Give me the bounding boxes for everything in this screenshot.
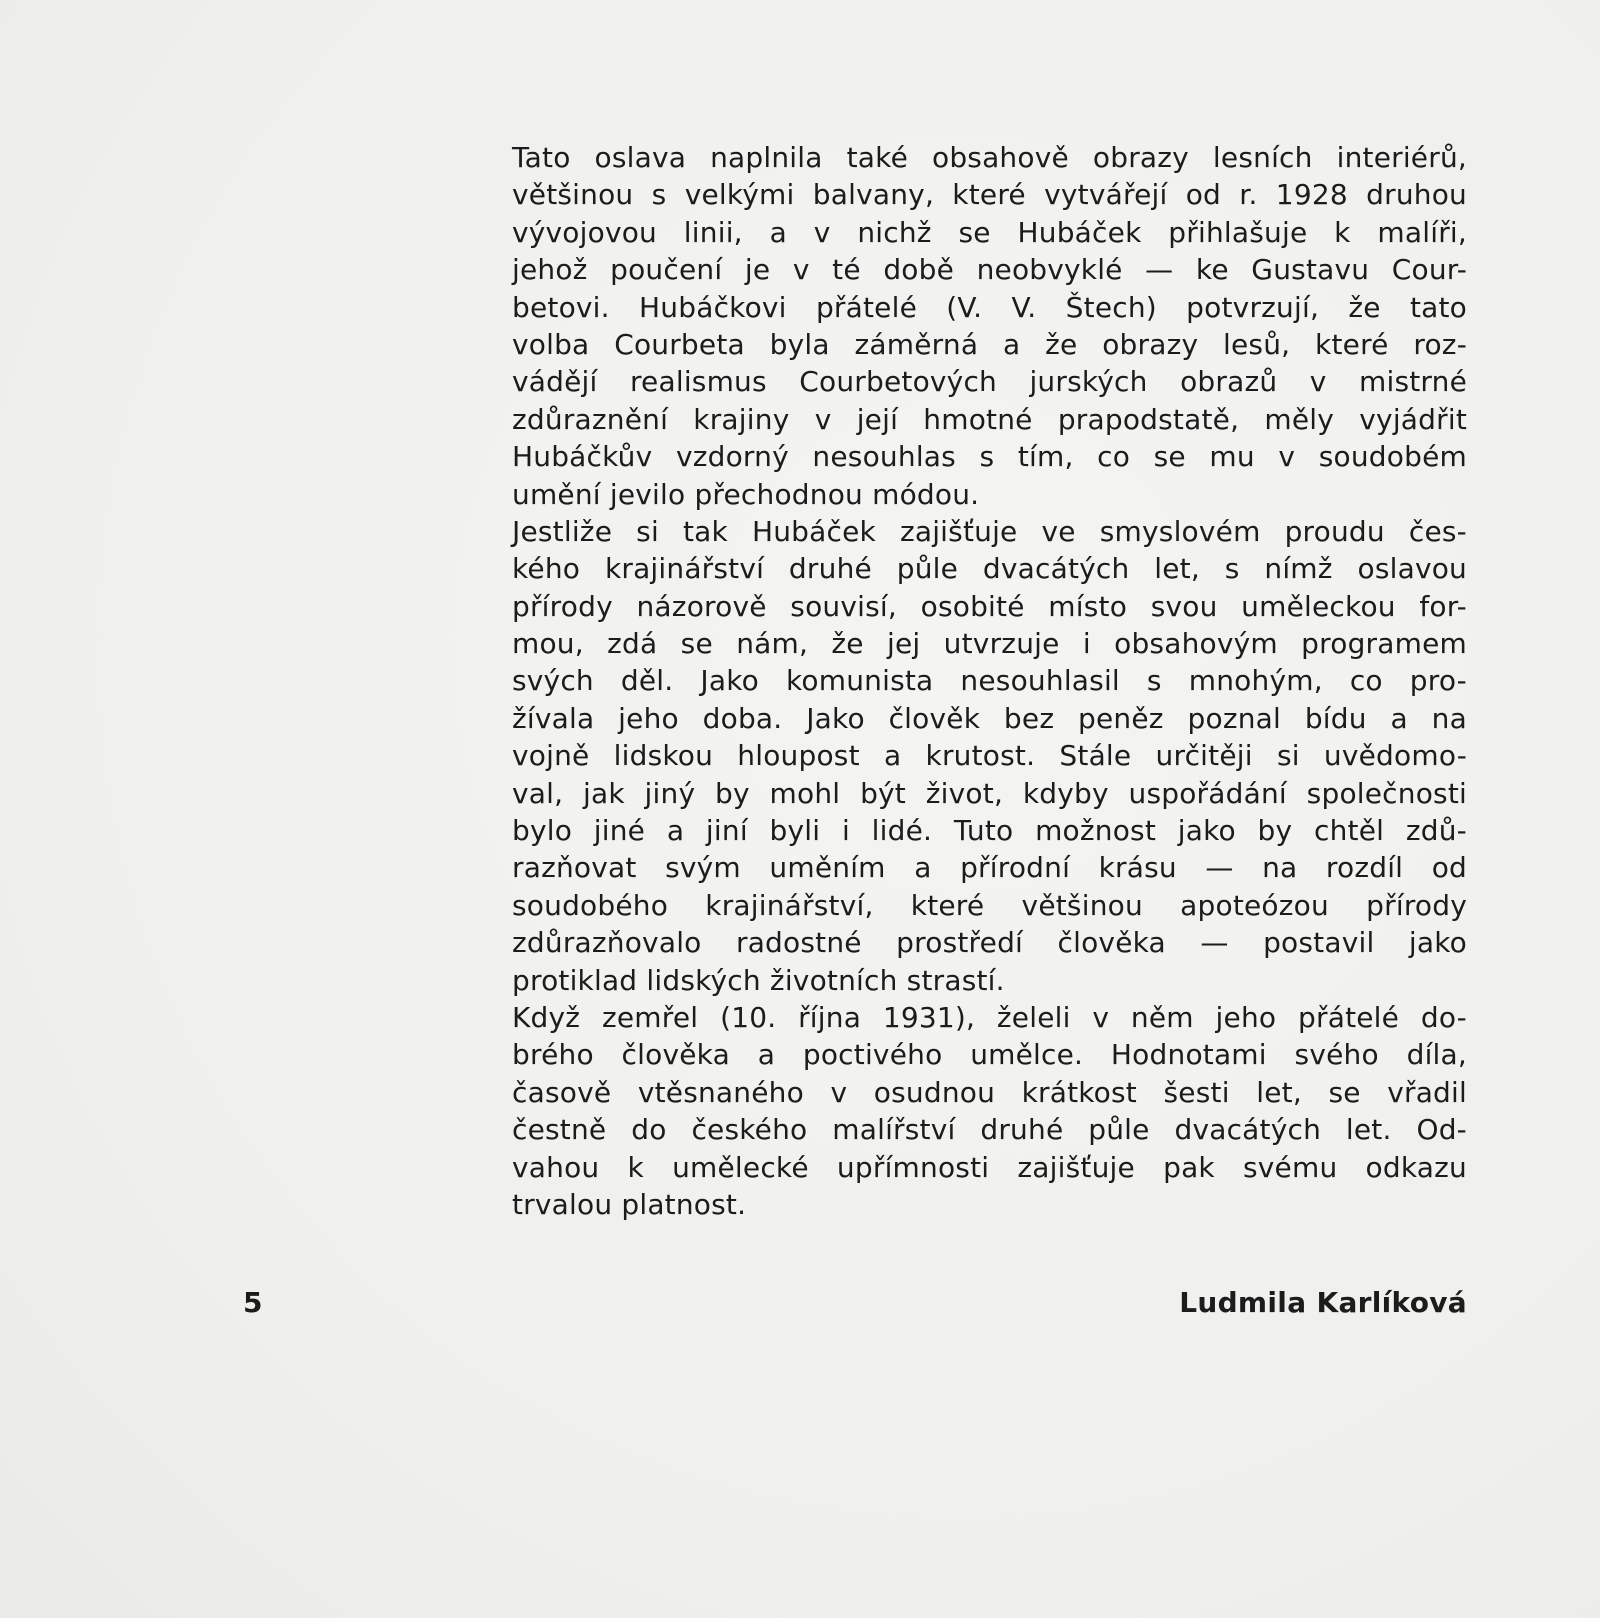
body-text [512, 139, 1467, 1223]
text-line: soudobého krajinářství, které většinou apoteózou přírody [512, 888, 1467, 922]
text-line: umění jevilo přechodnou módou. [512, 477, 980, 511]
text-line: zdůraznění krajiny v její hmotné prapodstatě, měly vyjádřit [512, 402, 1467, 436]
text-line: žívala jeho doba. Jako člověk bez peněz poznal bídu a na [512, 701, 1467, 735]
text-line: volba Courbeta byla záměrná a že obrazy lesů, které roz- [512, 327, 1467, 361]
text-line: většinou s velkými balvany, které vytvářejí od r. 1928 druhou [512, 178, 1467, 212]
author-signature: Ludmila Karlíková [1179, 1286, 1467, 1319]
paragraph-1 [512, 139, 1467, 513]
paragraph-3 [512, 999, 1467, 1223]
text-line: přírody názorově souvisí, osobité místo svou uměleckou for- [512, 589, 1467, 623]
page-number: 5 [243, 1286, 263, 1319]
text-line: Když zemřel (10. října 1931), želeli v něm jeho přátelé do- [512, 1000, 1467, 1034]
text-line: Jestliže si tak Hubáček zajišťuje ve smyslovém proudu čes- [512, 514, 1467, 548]
text-line: trvalou platnost. [512, 1187, 747, 1221]
text-line: kého krajinářství druhé půle dvacátých let, s nímž oslavou [512, 552, 1467, 586]
text-line: svých děl. Jako komunista nesouhlasil s mnohým, co pro- [512, 664, 1467, 698]
paragraph-2 [512, 513, 1467, 999]
text-line: Tato oslava naplnila také obsahově obrazy lesních interiérů, [512, 141, 1467, 174]
text-line: časově vtěsnaného v osudnou krátkost šesti let, se vřadil [512, 1075, 1467, 1109]
text-line: vojně lidskou hloupost a krutost. Stále určitěji si uvědomo- [512, 739, 1467, 773]
text-line: vádějí realismus Courbetových jurských obrazů v mistrné [512, 365, 1467, 399]
text-line: čestně do českého malířství druhé půle dvacátých let. Od- [512, 1113, 1467, 1147]
text-line: Hubáčkův vzdorný nesouhlas s tím, co se mu v soudobém [512, 440, 1467, 474]
text-line: zdůrazňovalo radostné prostředí člověka — postavil jako [512, 926, 1467, 960]
text-line: protiklad lidských životních strastí. [512, 963, 1005, 997]
text-line: jehož poučení je v té době neobvyklé — ke Gustavu Cour- [512, 253, 1467, 287]
text-line: mou, zdá se nám, že jej utvrzuje i obsahovým programem [512, 627, 1467, 661]
text-line: brého člověka a poctivého umělce. Hodnotami svého díla, [512, 1038, 1467, 1072]
text-line: razňovat svým uměním a přírodní krásu — na rozdíl od [512, 851, 1467, 885]
text-line: val, jak jiný by mohl být život, kdyby uspořádání společnosti [512, 776, 1467, 810]
text-line: bylo jiné a jiní byli i lidé. Tuto možnost jako by chtěl zdů- [512, 814, 1467, 848]
text-line: vahou k umělecké upřímnosti zajišťuje pak svému odkazu [512, 1150, 1467, 1184]
text-line: vývojovou linii, a v nichž se Hubáček přihlašuje k malíři, [512, 215, 1467, 249]
text-line: betovi. Hubáčkovi přátelé (V. V. Štech) potvrzují, že tato [512, 290, 1467, 324]
